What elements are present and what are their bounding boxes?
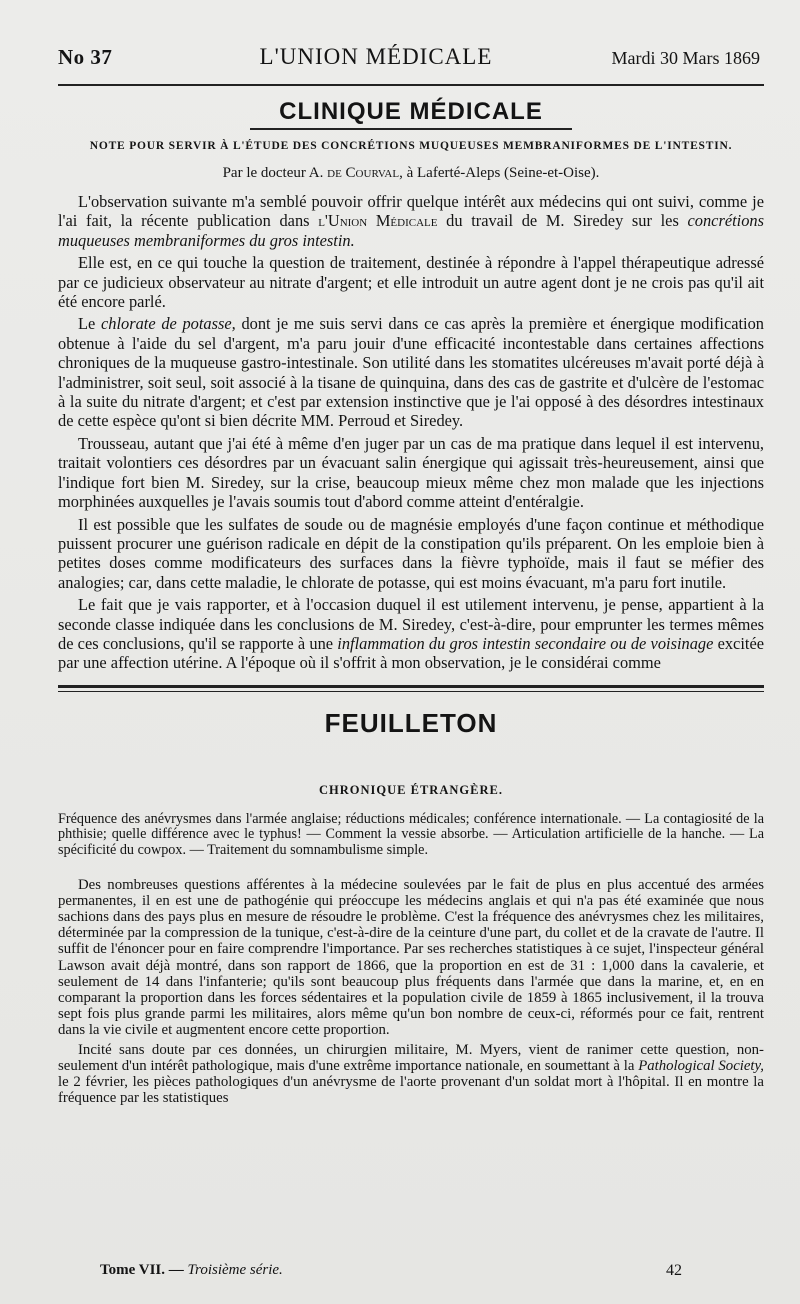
article-paragraph: Le fait que je vais rapporter, et à l'occasion duquel il est utilement intervenu, je pense, appartient à la seconde classe indiquée dans les conclusions de M. Siredey, c'est-à-dire, pour emprunter les termes mêmes de ces conclusions, qu'il se rapporte à une inflammation du gros intestin secondaire ou de voisinage excitée par une affection utérine. A l'époque où il s'offrit à mon observation, je le considérai comme (58, 595, 764, 673)
article-paragraph: Trousseau, autant que j'ai été à même d'en juger par un cas de ma pratique dans lequel il est intervenu, traitait volontiers ces désordres par un évacuant salin énergique qui agissait très-heureusement, ainsi que l'indique fort bien M. Siredey, sur la crise, beaucoup mieux même chez mon malade que les injections morphinées auxquelles je l'avais soumis tout d'abord comme atteint d'entéralgie. (58, 433, 764, 512)
byline-suffix: , à Laferté-Aleps (Seine-et-Oise). (399, 165, 600, 181)
section-title: CLINIQUE MÉDICALE (279, 98, 543, 125)
byline-prefix: Par le docteur A. (222, 165, 324, 181)
author-name: de Courval (327, 165, 400, 181)
emphasis-text: inflammation du gros intestin secondaire ou de voisinage (337, 633, 714, 653)
article-paragraph: Le chlorate de potasse, dont je me suis servi dans ce cas après la première et énergique modification obtenue à l'aide du sel d'argent, m'a paru jouir d'une efficacité incontestable dans certaines affections chroniques de la muqueuse gastro-intestinale. Son utilité dans les stomatites ulcéreuses m'avait porté déjà à l'administrer, soit seul, soit associé à la tisane de quinquina, dans des cas de gastrite et d'ulcère de l'estomac à la suite du nitrate d'argent; et c'est par extension instinctive que je l'ai opposé à des désordres intestinaux de cette espèce qu'ont si bien décrite MM. Perroud et Siredey. (58, 314, 764, 431)
journal-title: L'UNION MÉDICALE (259, 44, 493, 69)
feuilleton-separator (58, 685, 764, 692)
emphasis-text: Pathological Society, (638, 1057, 764, 1074)
feuilleton-summary: Fréquence des anévrysmes dans l'armée anglaise; réductions médicales; conférence internationale. — La contagiosité de la phthisie; quelle différence avec le typhus! — Comment la vessie absorbe. — Articulation artificielle de la hanche. — La spécificité du cowpox. — Traitement du somnambulisme simple. (58, 810, 764, 858)
journal-reference: l'Union Médicale (318, 211, 438, 231)
feuilleton-body (58, 877, 764, 1107)
feuilleton-title: FEUILLETON (324, 707, 498, 738)
header-rule (58, 84, 764, 86)
issue-date: Mardi 30 Mars 1869 (611, 48, 760, 68)
article-title: NOTE POUR SERVIR À L'ÉTUDE DES CONCRÉTIONS MUQUEUSES MEMBRANIFORMES DE L'INTESTIN. (89, 140, 733, 152)
page-number: 42 (666, 1262, 682, 1279)
feuilleton-paragraph: Des nombreuses questions afférentes à la médecine soulevées par le fait de plus en plus accentué des armées permanentes, il en est une de pathogénie qui préoccupe les médecins anglais et qui n'a pas été examinée que nous sachions dans des pays plus en mesure de résoudre le problème. C'est la fréquence des anévrysmes chez les militaires, déterminée par la compression de la tunique, c'est-à-dire de la ceinture d'une part, du collet et de la cravate de l'autre. Il suffit de l'énoncer pour en faire comprendre l'importance. Par ses recherches statistiques à ce sujet, l'inspecteur général Lawson avait déjà montré, dans son rapport de 1866, que la proportion en est de 31 : 1,000 dans la cavalerie, et seulement de 14 dans l'infanterie; qu'ils sont beaucoup plus fréquents dans l'armée que dans la marine, et, en en comparant la proportion dans les forces sédentaires et la population civile de 1859 à 1865 inclusivement, il la trouva sept fois plus grande parmi les militaires, alors même qu'un bon nombre de ceux-ci, réformés pour ce fait, rentrent dans la vie civile et augmentent encore cette proportion. (58, 876, 764, 1039)
emphasis-text: chlorate de potasse, (101, 314, 236, 334)
volume-info: Tome VII. — Troisième série. (100, 1262, 283, 1278)
section-title-underline (250, 128, 572, 130)
article-body (58, 192, 764, 673)
page-header (58, 44, 764, 84)
feuilleton-paragraph: Incité sans doute par ces données, un chirurgien militaire, M. Myers, vient de ranimer cette question, non-seulement d'un intérêt pathologique, mais d'une extrême importance nationale, en soumettant à la Pathological Society, le 2 février, les pièces pathologiques d'un anévrysme de l'aorte provenant d'un soldat mort à l'hôpital. Il en montre la fréquence par les statistiques (58, 1041, 764, 1107)
article-paragraph: L'observation suivante m'a semblé pouvoir offrir quelque intérêt aux médecins qui ont suivi, comme je l'ai fait, la récente publication dans l'Union Médicale du travail de M. Siredey sur les concrétions muqueuses membraniformes du gros intestin. (58, 192, 764, 250)
page-footer (100, 1262, 682, 1280)
byline (58, 165, 764, 182)
article-paragraph: Elle est, en ce qui touche la question de traitement, destinée à répondre à l'appel thérapeutique adressé par ce judicieux observateur au nitrate d'argent; et elle introduit un autre agent dont je ne crois pas qu'il ait été encore parlé. (58, 253, 764, 312)
emphasis-text: concrétions muqueuses membraniformes du gros intestin. (58, 211, 764, 250)
series-label: Troisième série. (187, 1262, 283, 1278)
issue-number: No 37 (58, 45, 113, 69)
article-paragraph: Il est possible que les sulfates de soude ou de magnésie employés d'une façon continue et méthodique puissent procurer une guérison radicale en dépit de la constipation qu'ils préparent. On les emploie bien à petites doses comme modificateurs des surfaces dans la fièvre typhoïde, mais il faut se méfier des analogies; car, dans cette maladie, le chlorate de potasse, qui est moins évacuant, m'a paru fort inutile. (58, 514, 764, 592)
feuilleton-subtitle: CHRONIQUE ÉTRANGÈRE. (319, 782, 503, 797)
